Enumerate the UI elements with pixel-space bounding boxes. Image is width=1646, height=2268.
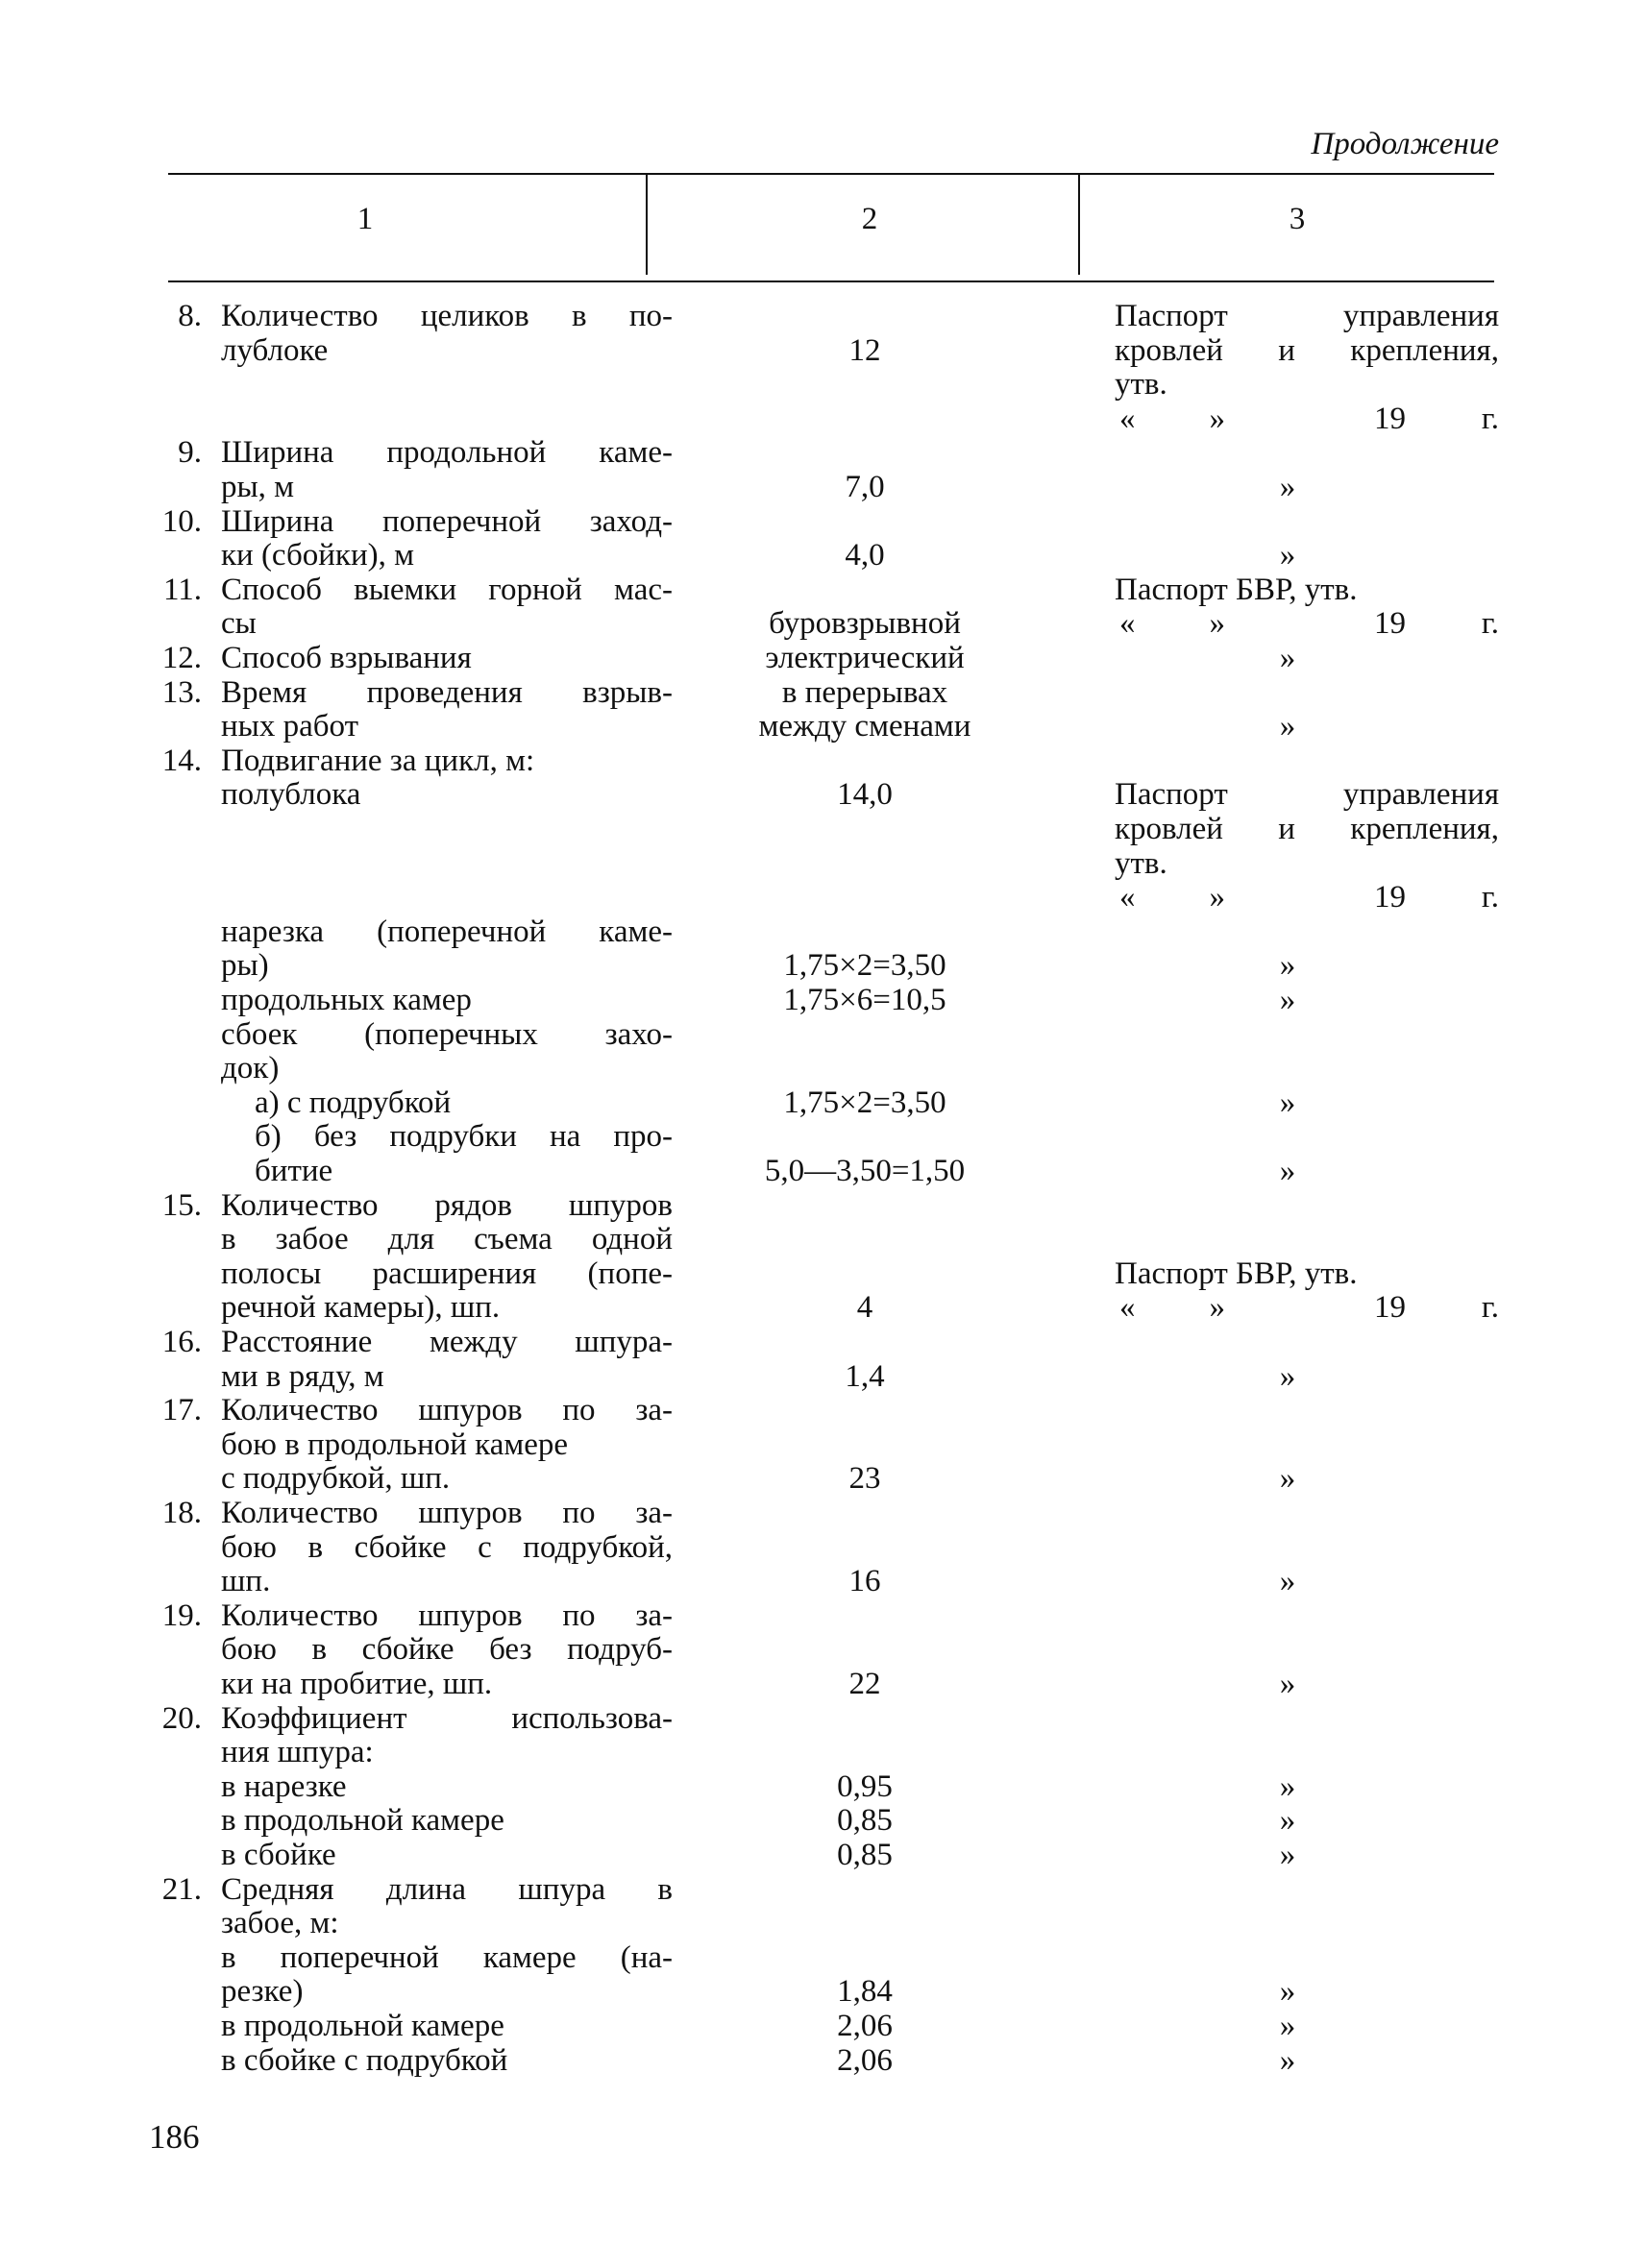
- item-label: продольных камер: [221, 983, 472, 1017]
- column-header-1: 1: [356, 202, 374, 236]
- row-number: 17.: [161, 1393, 202, 1428]
- item-value: в перерывах: [781, 674, 948, 710]
- table-row: [0, 1223, 1646, 1256]
- item-label: полублока: [221, 777, 361, 813]
- table-row: [0, 813, 1646, 846]
- row-number: 21.: [161, 1871, 202, 1907]
- table-row: [0, 1326, 1646, 1359]
- item-value: 2,06: [837, 2009, 893, 2043]
- item-label: Подвигание за цикл, м:: [221, 743, 535, 778]
- table-row: [0, 1189, 1646, 1223]
- quote-marks: [1119, 402, 1225, 436]
- ditto-mark: »: [1279, 2009, 1296, 2043]
- table-row: [0, 1462, 1646, 1496]
- item-label: шп.: [221, 1564, 271, 1599]
- page-number: 186: [149, 2118, 200, 2156]
- item-label: в сбойке: [221, 1838, 336, 1872]
- item-label: в продольной камере: [221, 1803, 504, 1839]
- table-row: [0, 1565, 1646, 1598]
- ditto-mark: »: [1279, 1803, 1296, 1839]
- table-row: [0, 300, 1646, 333]
- item-value: электрический: [765, 641, 965, 675]
- item-label: нарезка (поперечной каме-: [221, 914, 673, 949]
- item-label: а) с подрубкой: [255, 1085, 452, 1120]
- item-value: 12: [848, 332, 881, 368]
- table-row: [0, 1702, 1646, 1736]
- table-row: [0, 539, 1646, 573]
- item-label: Время проведения взрыв-: [221, 674, 673, 710]
- table-row: [0, 1668, 1646, 1701]
- ditto-mark: »: [1279, 1667, 1296, 1701]
- table-row: [0, 436, 1646, 470]
- item-value: 1,84: [837, 1974, 893, 2010]
- item-value: 0,85: [837, 1803, 893, 1839]
- ditto-mark: »: [1279, 470, 1296, 504]
- basis-text: Паспорт управления: [1115, 299, 1499, 333]
- table-top-rule: [168, 173, 1494, 175]
- ditto-mark: »: [1279, 641, 1296, 675]
- item-label: ных работ: [221, 709, 359, 744]
- table-row: [0, 1497, 1646, 1530]
- item-label: ры, м: [221, 470, 295, 504]
- row-number: 11.: [162, 572, 202, 607]
- item-label: бою в сбойке без подруб-: [221, 1632, 673, 1668]
- table-row: [0, 1531, 1646, 1565]
- table-row: [0, 471, 1646, 504]
- table-row: [0, 1941, 1646, 1975]
- table-row: [0, 1052, 1646, 1085]
- row-number: 19.: [161, 1597, 202, 1633]
- basis-text: Паспорт БВР, утв.: [1115, 1256, 1358, 1291]
- item-label: Способ взрывания: [221, 641, 472, 675]
- ditto-mark: »: [1279, 948, 1296, 984]
- item-label: Ширина продольной каме-: [221, 435, 673, 471]
- item-label: бою в сбойке с подрубкой,: [221, 1529, 673, 1565]
- ditto-mark: »: [1279, 1085, 1296, 1120]
- row-number: 14.: [161, 743, 202, 778]
- item-value: 0,95: [837, 1768, 893, 1804]
- column-header-3: 3: [1289, 202, 1306, 236]
- close-quote: »: [1209, 1290, 1225, 1326]
- table-row: [0, 1599, 1646, 1633]
- item-label: с подрубкой, шп.: [221, 1461, 451, 1497]
- close-quote: »: [1209, 606, 1225, 642]
- item-label: резке): [221, 1974, 304, 2010]
- table-row: [0, 1873, 1646, 1907]
- row-number: 8.: [178, 299, 202, 333]
- table-row: [0, 334, 1646, 368]
- ditto-mark: »: [1279, 983, 1296, 1017]
- basis-text: кровлей и крепления,: [1115, 812, 1499, 846]
- row-number: 20.: [161, 1700, 202, 1736]
- table-row: [0, 710, 1646, 744]
- item-label: битие: [255, 1154, 333, 1188]
- item-value: буровзрывной: [769, 606, 961, 642]
- table-row: [0, 1291, 1646, 1325]
- item-value: 16: [848, 1564, 881, 1599]
- row-number: 9.: [178, 435, 202, 471]
- item-value: 0,85: [837, 1838, 893, 1872]
- year-prefix: 19: [1374, 1290, 1406, 1326]
- item-label: Средняя длина шпура в: [221, 1871, 673, 1907]
- open-quote: «: [1119, 1290, 1136, 1326]
- item-label: ния шпура:: [221, 1735, 374, 1770]
- table-row: [0, 1428, 1646, 1462]
- ditto-mark: »: [1279, 1461, 1296, 1497]
- row-number: 18.: [161, 1496, 202, 1530]
- header-bottom-rule: [168, 280, 1494, 282]
- table-row: [0, 607, 1646, 641]
- table-row: [0, 1736, 1646, 1769]
- item-label: сбоек (поперечных захо-: [221, 1016, 673, 1052]
- table-row: [0, 778, 1646, 812]
- table-row: [0, 1120, 1646, 1154]
- quote-marks: [1119, 881, 1225, 915]
- item-value: 1,75×6=10,5: [783, 983, 946, 1017]
- table-row: [0, 881, 1646, 915]
- item-value: 22: [848, 1667, 881, 1701]
- table-row: [0, 1633, 1646, 1667]
- ditto-mark: »: [1279, 1154, 1296, 1188]
- item-label: в сбойке с подрубкой: [221, 2042, 508, 2078]
- item-value: между сменами: [758, 709, 971, 744]
- item-label: Количество шпуров по за-: [221, 1393, 673, 1428]
- continuation-label: Продолжение: [1311, 127, 1499, 161]
- table-row: [0, 984, 1646, 1017]
- item-label: ки (сбойки), м: [221, 538, 414, 573]
- row-number: 15.: [161, 1187, 202, 1223]
- year-field: [1374, 402, 1499, 436]
- table-row: [0, 642, 1646, 675]
- item-label: Ширина поперечной заход-: [221, 503, 673, 539]
- open-quote: «: [1119, 880, 1136, 915]
- table-row: [0, 573, 1646, 607]
- ditto-mark: »: [1279, 1358, 1296, 1394]
- item-label: б) без подрубки на про-: [255, 1119, 673, 1155]
- item-label: в нарезке: [221, 1768, 347, 1804]
- item-label: полосы расширения (попе-: [221, 1256, 673, 1291]
- year-prefix: 19: [1374, 880, 1406, 915]
- item-label: Количество шпуров по за-: [221, 1597, 673, 1633]
- year-suffix: г.: [1481, 606, 1499, 642]
- item-value: 14,0: [837, 777, 893, 813]
- item-value: 7,0: [845, 470, 885, 504]
- year-prefix: 19: [1374, 401, 1406, 436]
- table-row: [0, 1770, 1646, 1804]
- ditto-mark: »: [1279, 538, 1296, 573]
- item-value: 2,06: [837, 2042, 893, 2078]
- item-label: в продольной камере: [221, 2009, 504, 2043]
- basis-text: Паспорт БВР, утв.: [1115, 572, 1358, 607]
- table-row: [0, 1907, 1646, 1940]
- item-label: Количество шпуров по за-: [221, 1496, 673, 1530]
- item-label: бою в продольной камере: [221, 1427, 569, 1462]
- item-label: ры): [221, 948, 269, 984]
- item-label: сы: [221, 606, 257, 642]
- open-quote: «: [1119, 606, 1136, 642]
- table-row: [0, 949, 1646, 983]
- item-label: в забое для съема одной: [221, 1222, 673, 1257]
- column-divider-1: [646, 175, 648, 275]
- table-row: [0, 2010, 1646, 2043]
- table-row: [0, 1018, 1646, 1052]
- item-label: Способ выемки горной мас-: [221, 572, 673, 607]
- table-row: [0, 915, 1646, 949]
- row-number: 12.: [161, 641, 202, 675]
- table-row: [0, 505, 1646, 539]
- item-label: ки на пробитие, шп.: [221, 1667, 493, 1701]
- table-row: [0, 744, 1646, 778]
- table-row: [0, 1360, 1646, 1394]
- open-quote: «: [1119, 401, 1136, 436]
- table-row: [0, 2044, 1646, 2078]
- item-label: речной камеры), шп.: [221, 1290, 501, 1326]
- table-row: [0, 1257, 1646, 1291]
- quote-marks: [1119, 607, 1225, 641]
- ditto-mark: »: [1279, 709, 1296, 744]
- item-label: Количество целиков в по-: [221, 299, 673, 333]
- table-row: [0, 1839, 1646, 1872]
- table-row: [0, 1086, 1646, 1120]
- close-quote: »: [1209, 401, 1225, 436]
- table-row: [0, 1804, 1646, 1838]
- close-quote: »: [1209, 880, 1225, 915]
- table-row: [0, 1975, 1646, 2009]
- ditto-mark: »: [1279, 1838, 1296, 1872]
- column-divider-2: [1078, 175, 1080, 275]
- item-label: забое, м:: [221, 1906, 339, 1941]
- year-field: [1374, 881, 1499, 915]
- basis-text: утв.: [1115, 845, 1167, 881]
- year-suffix: г.: [1481, 880, 1499, 915]
- item-value: 4,0: [845, 538, 885, 573]
- ditto-mark: »: [1279, 1564, 1296, 1599]
- ditto-mark: »: [1279, 2042, 1296, 2078]
- item-value: 1,75×2=3,50: [783, 1085, 946, 1120]
- table-row: [0, 402, 1646, 436]
- year-suffix: г.: [1481, 1290, 1499, 1326]
- item-value: 1,4: [845, 1358, 885, 1394]
- year-field: [1374, 607, 1499, 641]
- item-label: Расстояние между шпура-: [221, 1325, 673, 1359]
- item-label: Количество рядов шпуров: [221, 1187, 673, 1223]
- column-header-2: 2: [861, 202, 878, 236]
- row-number: 10.: [161, 503, 202, 539]
- item-value: 4: [856, 1290, 873, 1326]
- row-number: 16.: [161, 1325, 202, 1359]
- year-suffix: г.: [1481, 401, 1499, 436]
- quote-marks: [1119, 1291, 1225, 1325]
- ditto-mark: »: [1279, 1768, 1296, 1804]
- year-field: [1374, 1291, 1499, 1325]
- basis-text: кровлей и крепления,: [1115, 332, 1499, 368]
- item-value: 23: [848, 1461, 881, 1497]
- table-row: [0, 1394, 1646, 1427]
- ditto-mark: »: [1279, 1974, 1296, 2010]
- item-value: 5,0—3,50=1,50: [764, 1154, 966, 1188]
- table-row: [0, 847, 1646, 881]
- item-label: лублоке: [221, 332, 329, 368]
- year-prefix: 19: [1374, 606, 1406, 642]
- table-row: [0, 1155, 1646, 1188]
- item-label: в поперечной камере (на-: [221, 1939, 673, 1975]
- table-row: [0, 676, 1646, 710]
- table-row: [0, 368, 1646, 402]
- basis-text: утв.: [1115, 367, 1167, 402]
- item-label: ми в ряду, м: [221, 1358, 384, 1394]
- item-label: док): [221, 1051, 280, 1086]
- item-value: 1,75×2=3,50: [783, 948, 946, 984]
- row-number: 13.: [161, 674, 202, 710]
- item-label: Коэффициент использова-: [221, 1700, 673, 1736]
- basis-text: Паспорт управления: [1115, 777, 1499, 813]
